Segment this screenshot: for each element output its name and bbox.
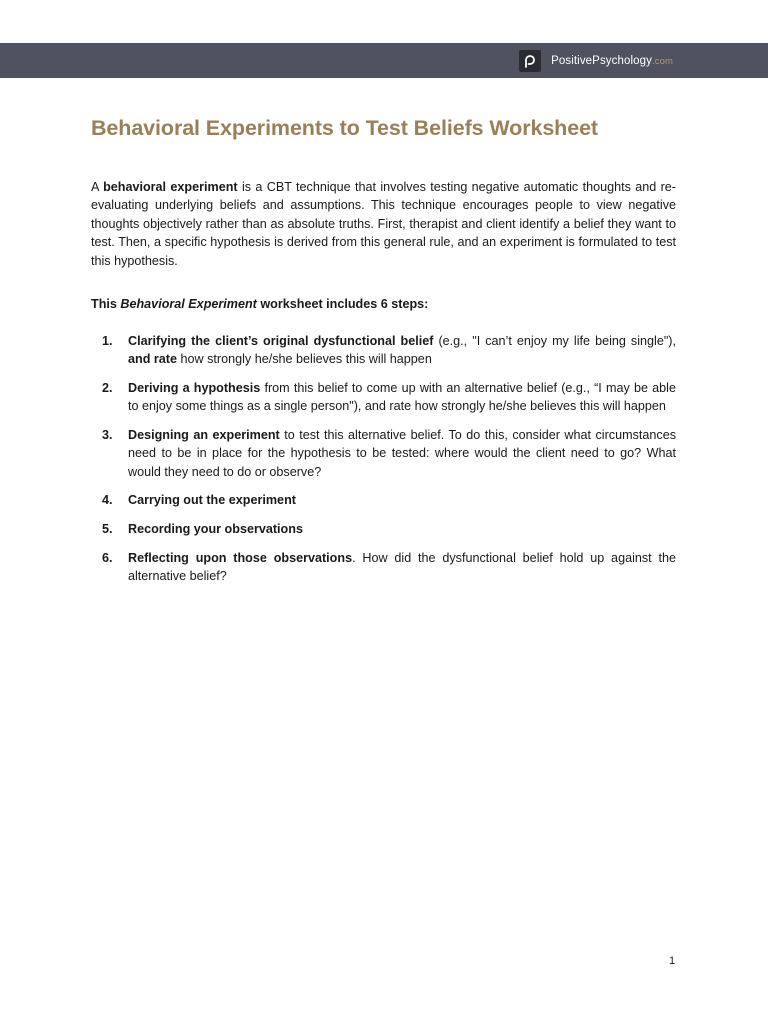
intro-term: behavioral experiment xyxy=(103,180,238,194)
steps-lead: This Behavioral Experiment worksheet includes 6 steps: xyxy=(91,297,429,311)
step-heading: Carrying out the experiment xyxy=(128,493,296,508)
page-title: Behavioral Experiments to Test Beliefs Worksheet xyxy=(91,116,598,140)
brand-name: PositivePsychology.com xyxy=(551,55,673,67)
step-item-6: 6. Reflecting upon those observations. How did the dysfunctional belief hold up against the alternative belief? xyxy=(102,550,676,583)
step-heading-extra: and rate xyxy=(128,352,177,367)
steps-list xyxy=(91,332,676,596)
header-band xyxy=(0,43,768,78)
step-heading: Clarifying the client’s original dysfunctional belief xyxy=(128,334,434,348)
step-number: 5. xyxy=(102,522,113,536)
step-heading: Recording your observations xyxy=(128,522,303,536)
step-number: 1. xyxy=(102,334,113,348)
positivepsychology-p-logo-icon xyxy=(519,50,541,72)
step-item-5 xyxy=(91,520,676,538)
step-item-3: 3. Designing an experiment to test this alternative belief. To do this, consider what circumstances need to be in place for the hypothesis to be tested: where would the client need to go? What would they need to do or observe? xyxy=(102,428,676,479)
step-item-4 xyxy=(91,491,676,509)
step-number: 2. xyxy=(102,381,113,395)
brand-logo-link[interactable] xyxy=(519,50,673,72)
step-item-2: 2. Deriving a hypothesis from this belief to come up with an alternative belief (e.g., “I may be able to enjoy some things as a single person"), and rate how strongly he/she believes this will happen xyxy=(102,381,676,414)
step-heading: Deriving a hypothesis xyxy=(128,381,261,395)
intro-paragraph: A behavioral experiment is a CBT technique that involves testing negative automatic thoughts and re-evaluating underlying beliefs and assumptions. This technique encourages people to view negative thoughts objectively rather than as absolute truths. First, therapist and client identify a belief they want to test. Then, a specific hypothesis is derived from this general rule, and an experiment is formulated to test this hypothesis. xyxy=(91,180,676,268)
step-number: 4. xyxy=(102,493,113,508)
page-number: 1 xyxy=(669,955,676,967)
worksheet-name: Behavioral Experiment xyxy=(120,297,257,311)
step-number: 6. xyxy=(102,550,113,565)
step-heading: Designing an experiment xyxy=(128,428,280,442)
step-item-1: 1. Clarifying the client’s original dysfunctional belief (e.g., "I can’t enjoy my life being single"), and rate how strongly he/she believes this will happen xyxy=(102,334,677,367)
step-number: 3. xyxy=(102,428,113,442)
step-heading: Reflecting upon those observations xyxy=(128,550,353,565)
brand-suffix: .com xyxy=(652,56,673,67)
